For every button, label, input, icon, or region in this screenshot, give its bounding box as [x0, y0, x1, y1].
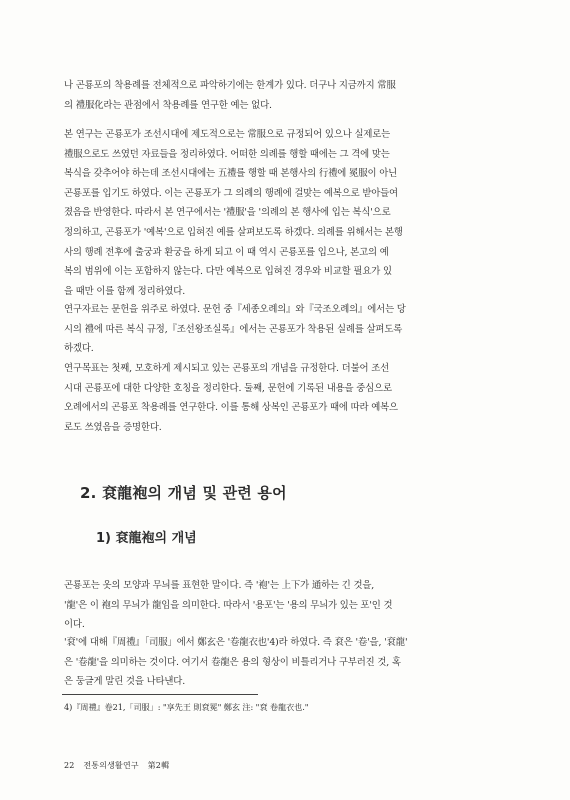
text-line: 졌음을 반영한다. 따라서 본 연구에서는 '禮服'을 '의례의 본 행사에 입는 복식'으로: [64, 207, 391, 219]
text-line: 오례에서의 곤룡포 착용례를 연구한다. 이를 통해 상복인 곤룡포가 때에 따라 예복으: [64, 402, 398, 414]
text-line: '龍'은 이 袍의 무늬가 龍임을 의미한다. 따라서 '용포'는 '용의 무늬가 있는 포'인 것: [64, 599, 393, 611]
text-line: 시의 禮에 따른 복식 규정,『조선왕조실록』에서는 곤룡포가 착용된 실례를 살펴도록: [64, 323, 403, 335]
text-line: 禮服으로도 쓰였던 자료들을 정리하였다. 어떠한 의례를 행할 때에는 그 격에 맞는: [64, 148, 390, 160]
paragraph-6: [64, 633, 510, 692]
text-line: 복식을 갖추어야 하는데 조선시대에는 五禮를 행할 때 본행사의 行禮에 冕服이 아닌: [64, 168, 398, 180]
paragraph-1: [64, 76, 510, 115]
paragraph-5: [64, 576, 510, 635]
text-line: 은 '卷龍'을 의미하는 것이다. 여기서 卷龍은 용의 형상이 비틀리거나 구부러진 것, 혹: [64, 656, 401, 668]
text-line: 의 禮服化라는 관점에서 착용례를 연구한 예는 없다.: [64, 99, 272, 111]
paragraph-4: [64, 359, 510, 437]
paragraph-2: [64, 125, 510, 301]
text-line: 사의 행례 전후에 출궁과 환궁을 하게 되고 이 때 역시 곤룡포를 입으나, 본고의 예: [64, 246, 389, 258]
text-line: 시대 곤룡포에 대한 다양한 호칭을 정리한다. 둘째, 문헌에 기록된 내용을 중심으로: [64, 382, 392, 394]
page-number: 22: [64, 761, 75, 770]
text-line: 곤룡포를 입기도 하였다. 이는 곤룡포가 그 의례의 행례에 걸맞는 예복으로 받아들여: [64, 187, 398, 199]
text-line: 연구목표는 첫째, 모호하게 제시되고 있는 곤룡포의 개념을 규정한다. 더불어 조선: [64, 363, 390, 374]
text-line: '袞'에 대해『周禮』「司服」에서 鄭玄은 '卷龍衣也'4)라 하였다. 즉 袞은 '卷'을, '袞龍': [64, 637, 408, 648]
text-line: 정의하고, 곤룡포가 '예복'으로 입혀진 예를 살펴보도록 하겠다. 의례를 위해서는 본행: [64, 226, 403, 238]
text-line: 을 때만 이를 함께 정리하였다.: [64, 285, 186, 297]
text-line: 본 연구는 곤룡포가 조선시대에 제도적으로는 常服으로 규정되어 있으나 실제로는: [64, 129, 391, 140]
text-line: 이다.: [64, 619, 85, 631]
text-line: 하겠다.: [64, 343, 94, 355]
subsection-heading: 1) 袞龍袍의 개념: [96, 531, 197, 546]
footnote: 4)『周禮』卷21,「司服」: "享先王 則袞冕" 鄭玄 注: "袞 卷龍衣也.": [64, 702, 309, 712]
section-heading: 2. 袞龍袍의 개념 및 관련 용어: [80, 484, 287, 502]
journal-title: 전통의생활연구: [83, 761, 139, 770]
paragraph-3: [64, 300, 510, 359]
text-line: 로도 쓰였음을 증명한다.: [64, 421, 162, 433]
page-footer: [64, 760, 175, 771]
text-line: 은 둥글게 말린 것을 나타낸다.: [64, 676, 186, 688]
text-line: 복의 범위에 이는 포함하지 않는다. 다만 예복으로 입혀진 경우와 비교할 필요가 있: [64, 266, 392, 278]
text-line: 나 곤룡포의 착용례를 전체적으로 파악하기에는 한계가 있다. 더구나 지금까지 常服: [64, 80, 396, 91]
text-line: 곤룡포는 옷의 모양과 무늬를 표현한 말이다. 즉 '袍'는 上下가 通하는 긴 것을,: [64, 580, 375, 591]
issue-number: 第2輯: [147, 761, 170, 770]
footnote-divider: [62, 694, 258, 695]
text-line: 연구자료는 문헌을 위주로 하였다. 문헌 중『세종오례의』와『국조오례의』에서는 당: [64, 304, 406, 315]
